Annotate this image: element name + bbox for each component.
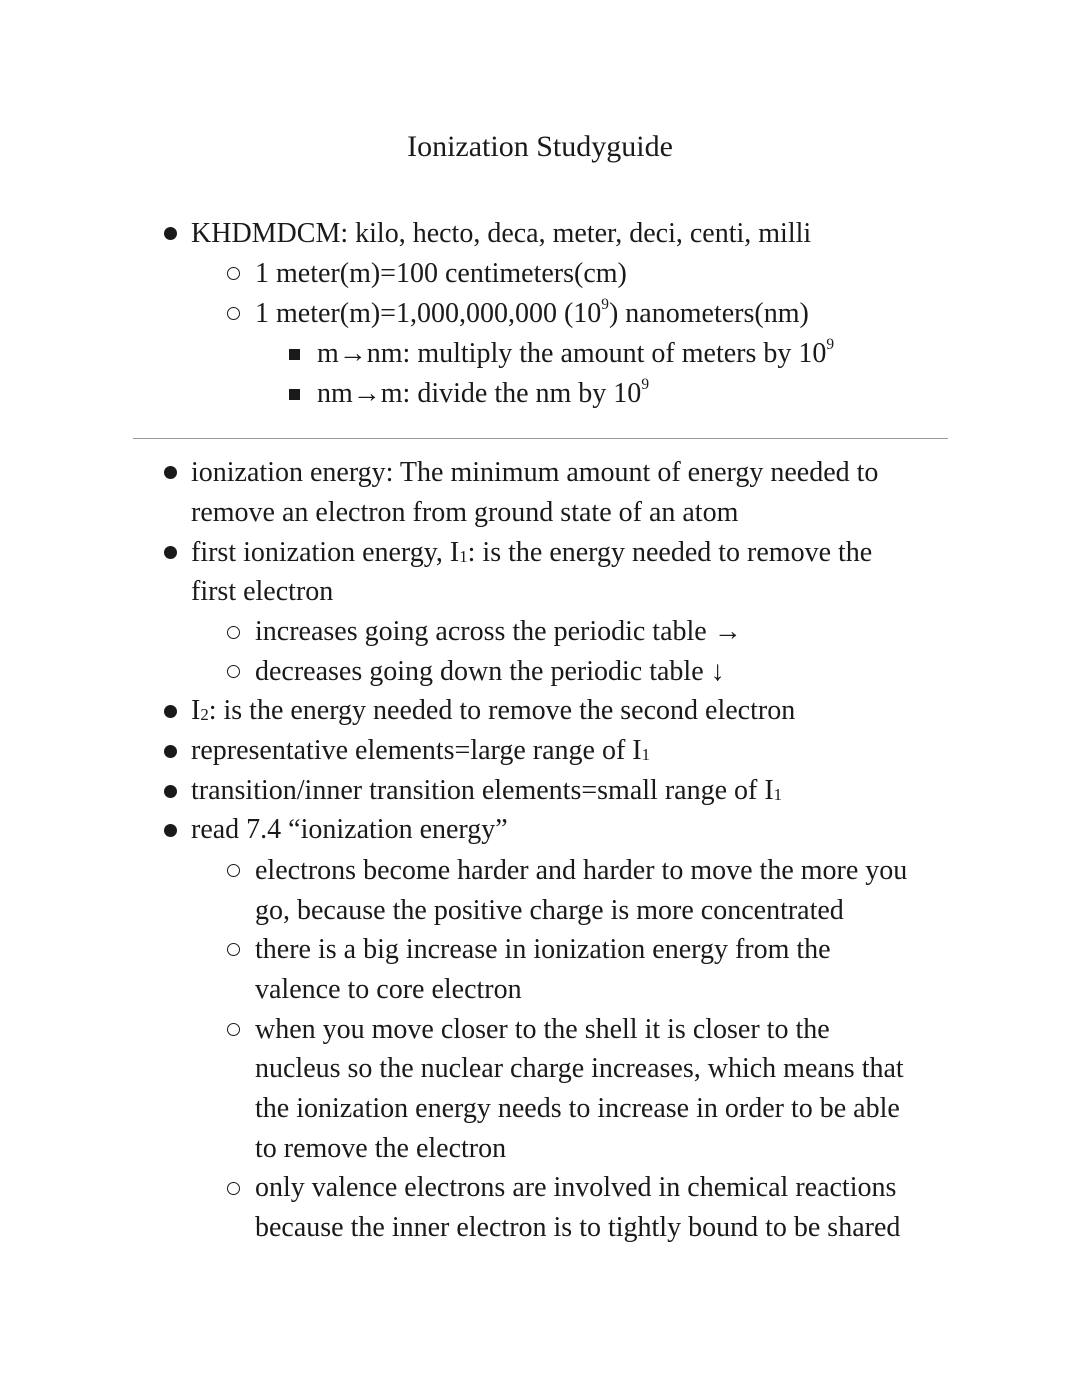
bullet-dot-icon — [164, 745, 177, 758]
increases-line: increases going across the periodic table → — [255, 616, 742, 647]
sub2-line-2: valence to core electron — [255, 974, 522, 1005]
representative-line: representative elements=large range of $I_1$ — [191, 735, 651, 766]
sub3-line-2: nucleus so the nuclear charge increases, which means that — [255, 1053, 904, 1084]
m-to-nm-line: m→nm: multiply the amount of meters by $10^9$ — [317, 335, 835, 369]
bullet-square-icon — [289, 389, 300, 400]
bullet-circle-icon — [227, 1182, 240, 1195]
bullet-circle-icon — [227, 943, 240, 956]
sub1-line-2: go, because the positive charge is more concentrated — [255, 895, 844, 926]
horizontal-divider — [133, 438, 948, 439]
first-ie-line-2: first electron — [191, 576, 334, 607]
bullet-circle-icon — [227, 307, 240, 320]
sub3-line-1: when you move closer to the shell it is closer to the — [255, 1014, 830, 1045]
bullet-dot-icon — [164, 466, 177, 479]
first-ie-line-1: first ionization energy, $I_1$: is the energy needed to remove the — [191, 537, 873, 568]
bullet-dot-icon — [164, 824, 177, 837]
bullet-circle-icon — [227, 267, 240, 280]
bullet-dot-icon — [164, 546, 177, 559]
bullet-dot-icon — [164, 785, 177, 798]
bullet-square-icon — [289, 349, 300, 360]
sub4-line-2: because the inner electron is to tightly bound to be shared — [255, 1212, 901, 1243]
bullet-dot-icon — [164, 705, 177, 718]
sub3-line-3: the ionization energy needs to increase in order to be able — [255, 1093, 900, 1124]
nm-to-m-line: nm→m: divide the nm by $10^9$ — [317, 375, 650, 409]
sub4-line-1: only valence electrons are involved in chemical reactions — [255, 1172, 897, 1203]
read-line: read 7.4 “ionization energy” — [191, 814, 508, 845]
bullet-circle-icon — [227, 665, 240, 678]
page-title: Ionization Studyguide — [407, 130, 673, 163]
bullet-circle-icon — [227, 626, 240, 639]
sub2-line-1: there is a big increase in ionization energy from the — [255, 934, 831, 965]
decreases-line: decreases going down the periodic table ↓ — [255, 656, 725, 687]
sub1-line-1: electrons become harder and harder to move the more you — [255, 855, 908, 886]
i2-line: $I_2$: is the energy needed to remove the second electron — [191, 695, 796, 726]
meter-nm-line: 1 meter(m)=1,000,000,000 $(10^9)$ nanometers(nm) — [255, 295, 809, 329]
ie-definition-line-1: ionization energy: The minimum amount of energy needed to — [191, 457, 879, 488]
sub3-line-4: to remove the electron — [255, 1133, 507, 1164]
kh-line: KHDMDCM: kilo, hecto, deca, meter, deci, centi, milli — [191, 218, 812, 249]
bullet-dot-icon — [164, 227, 177, 240]
meter-cm-line: 1 meter(m)=100 centimeters(cm) — [255, 258, 627, 289]
bullet-circle-icon — [227, 864, 240, 877]
transition-line: transition/inner transition elements=small range of $I_1$ — [191, 775, 783, 806]
ie-definition-line-2: remove an electron from ground state of an atom — [191, 497, 739, 528]
bullet-circle-icon — [227, 1023, 240, 1036]
